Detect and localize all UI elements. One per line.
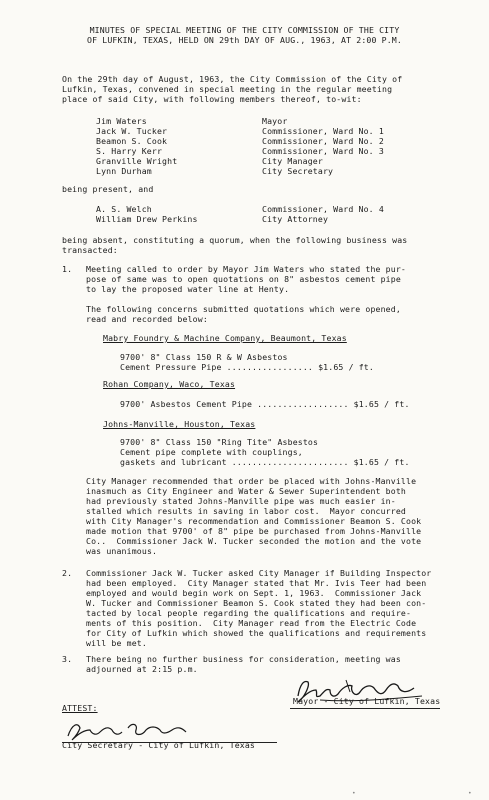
bid-line: 9700' 8" Class 150 R & W Asbestos [120,352,288,362]
member-name: Jim Waters [96,116,147,126]
absent-text-line-2: transacted: [62,245,118,255]
bid-line: Cement Pressure Pipe ................. $1.65 / ft. [120,362,374,372]
member-title: City Attorney [262,214,329,224]
item-line: for City of Lufkin which showed the qualifications and requirements [86,628,427,638]
member-title: City Secretary [262,166,334,176]
intro-line-1: On the 29th day of August, 1963, the City Commission of the City of [62,74,403,84]
member-name: S. Harry Kerr [96,146,163,156]
item-line: will be met. [86,638,147,648]
recommendation-line: Co.. Commissioner Jack W. Tucker seconded the motion and the vote [86,536,422,546]
member-title: City Manager [262,156,323,166]
recommendation-line: had previously stated Johns-Manville pipe was much easier in- [86,496,396,506]
member-title: Commissioner, Ward No. 4 [262,204,384,214]
member-name: A. S. Welch [96,204,152,214]
mayor-caption: Mayor - City of Lufkin, Texas [293,696,441,706]
intro-line-3: place of said City, with following members thereof, to-wit: [62,94,362,104]
item-line: Commissioner Jack W. Tucker asked City Manager if Building Inspector [86,568,432,578]
member-title: Commissioner, Ward No. 3 [262,146,384,156]
item-number: 3. [62,654,73,664]
recommendation-line: with City Manager's recommendation and Commissioner Beamon S. Cook [86,516,422,526]
bidder-name: Rohan Company, Waco, Texas [103,379,236,389]
member-title: Commissioner, Ward No. 2 [262,136,384,146]
member-name: Lynn Durham [96,166,152,176]
being-present-text: being present, and [62,184,154,194]
recommendation-line: made motion that 9700' of 8" pipe be purchased from Johns-Manville [86,526,422,536]
bid-line: Cement pipe complete with couplings, [120,447,303,457]
intro-line-2: Lufkin, Texas, convened in special meeting in the regular meeting [62,84,393,94]
item-line: ments of this position. City Manager read from the Electric Code [86,618,417,628]
recommendation-line: inasmuch as City Engineer and Water & Sewer Superintendent both [86,486,406,496]
bid-line: gaskets and lubricant ....................... $1.65 / ft. [120,457,410,467]
concerns-line: read and recorded below: [86,314,208,324]
header-line-1: MINUTES OF SPECIAL MEETING OF THE CITY COMMISSION OF THE CITY [89,25,400,35]
bidder-name: Johns-Manville, Houston, Texas [103,419,256,429]
item-line: pose of same was to open quotations on 8" asbestos cement pipe [86,274,401,284]
bid-line: 9700' Asbestos Cement Pipe .................. $1.65 / ft. [120,399,410,409]
bidder-name: Mabry Foundry & Machine Company, Beaumont, Texas [103,333,347,343]
item-line: to lay the proposed water line at Henty. [86,284,290,294]
item-number: 1. [62,264,73,274]
scan-speck: • [468,790,472,797]
recommendation-line: was unanimous. [86,546,158,556]
item-line: Meeting called to order by Mayor Jim Waters who stated the pur- [86,264,406,274]
item-line: There being no further business for consideration, meeting was [86,654,401,664]
member-name: Jack W. Tucker [96,126,168,136]
item-line: W. Tucker and Commissioner Beamon S. Cook stated they had been con- [86,598,427,608]
member-name: Granville Wright [96,156,178,166]
mayor-signature-line [290,708,440,709]
recommendation-line: stalled which results in saving in labor cost. Mayor concurred [86,506,406,516]
item-line: employed and would begin work on Sept. 1, 1963. Commissioner Jack [86,588,422,598]
member-title: Commissioner, Ward No. 1 [262,126,384,136]
bid-line: 9700' 8" Class 150 "Ring Tite" Asbestos [120,437,319,447]
member-title: Mayor [262,116,288,126]
header-line-2: OF LUFKIN, TEXAS, HELD ON 29th DAY OF AUG., 1963, AT 2:00 P.M. [87,35,402,45]
item-number: 2. [62,568,73,578]
member-name: Beamon S. Cook [96,136,168,146]
item-line: tacted by local people regarding the qualifications and require- [86,608,412,618]
attest-label: ATTEST: [62,703,98,713]
item-line: adjourned at 2:15 p.m. [86,664,198,674]
concerns-line: The following concerns submitted quotations which were opened, [86,304,401,314]
secretary-caption: City Secretary - City of Lufkin, Texas [62,740,256,750]
member-name: William Drew Perkins [96,214,198,224]
scan-speck: • [352,790,356,797]
absent-text-line-1: being absent, constituting a quorum, when the following business was [62,235,408,245]
recommendation-line: City Manager recommended that order be placed with Johns-Manville [86,476,417,486]
item-line: had been employed. City Manager stated that Mr. Ivis Teer had been [86,578,427,588]
